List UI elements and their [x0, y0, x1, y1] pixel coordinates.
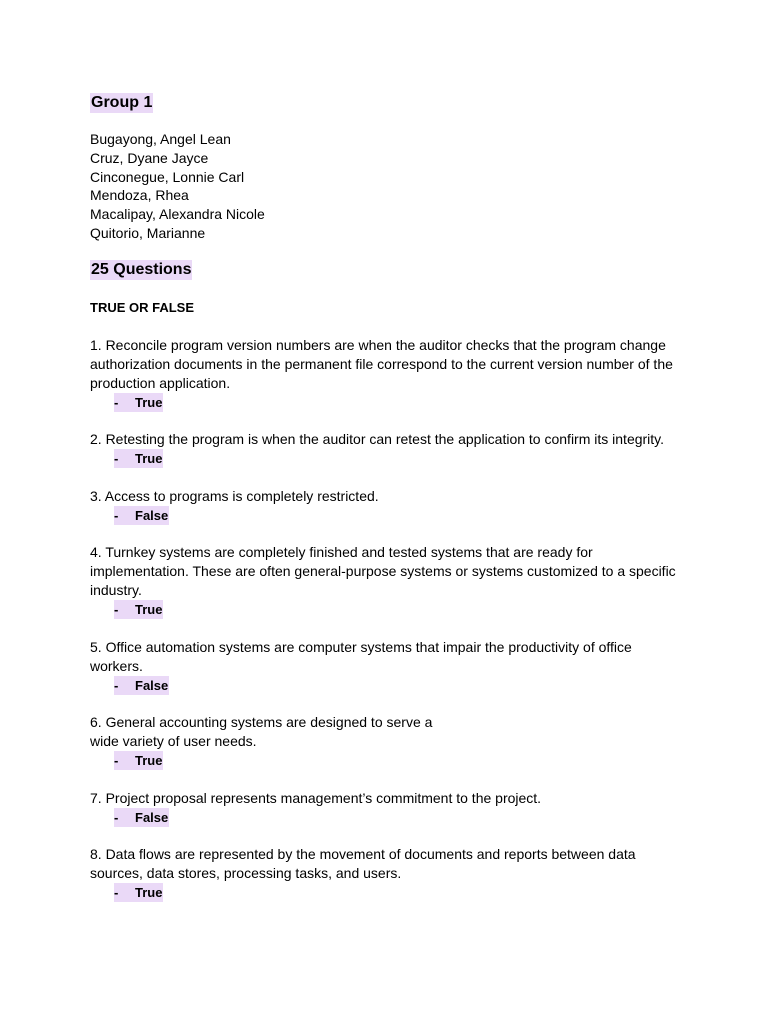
question-item	[90, 638, 690, 695]
answer-value: False	[135, 677, 169, 693]
answer-value: True	[135, 451, 163, 467]
answer-value: False	[135, 809, 169, 825]
answer-bullet: -	[114, 753, 119, 769]
question-text-line: authorization documents in the permanent file correspond to the current version number of the	[90, 355, 673, 372]
answer-value: True	[135, 753, 163, 769]
answer-highlight	[114, 449, 163, 468]
answer-bullet: -	[114, 885, 119, 901]
question-text-line: 5. Office automation systems are computer systems that impair the productivity of office	[90, 638, 632, 655]
answer-highlight	[114, 600, 163, 619]
answer-highlight	[114, 676, 169, 695]
answer-highlight	[114, 751, 163, 770]
answer-bullet: -	[114, 677, 119, 693]
answer-value: True	[135, 602, 163, 618]
question-item	[90, 789, 690, 827]
question-text-line: workers.	[90, 657, 143, 674]
question-text-line: wide variety of user needs.	[90, 733, 257, 750]
question-item	[90, 543, 690, 619]
question-text-line: 1. Reconcile program version numbers are when the auditor checks that the program change	[90, 336, 666, 353]
answer-value: True	[135, 394, 163, 410]
section-title: TRUE OR FALSE	[90, 299, 195, 315]
question-item	[90, 713, 690, 770]
answer	[114, 883, 690, 902]
question-text-line: implementation. These are often general-purpose systems or systems customized to a specific	[90, 563, 676, 580]
question-item	[90, 336, 690, 412]
answer-highlight	[114, 808, 169, 827]
answer	[114, 393, 690, 412]
question-item	[90, 845, 690, 902]
answer-bullet: -	[114, 507, 119, 523]
question-text-line: 6. General accounting systems are designed to serve a	[90, 714, 433, 731]
answer	[114, 751, 690, 770]
document-page	[90, 0, 690, 921]
answer-value: False	[135, 507, 169, 523]
member-name: Cruz, Dyane Jayce	[90, 149, 209, 166]
answer-highlight	[114, 393, 163, 412]
question-text-line: production application.	[90, 374, 231, 391]
answer-bullet: -	[114, 451, 119, 467]
question-list	[90, 336, 690, 903]
answer	[114, 808, 690, 827]
member-name: Macalipay, Alexandra Nicole	[90, 206, 265, 223]
member-name: Cinconegue, Lonnie Carl	[90, 168, 245, 185]
question-item	[90, 487, 690, 525]
question-item	[90, 430, 690, 468]
member-name: Mendoza, Rhea	[90, 187, 189, 204]
question-text-line: 2. Retesting the program is when the auditor can retest the application to confirm its integrity.	[90, 431, 665, 448]
member-list	[90, 130, 690, 243]
member-name: Quitorio, Marianne	[90, 224, 206, 241]
question-text-line: industry.	[90, 582, 142, 599]
answer-bullet: -	[114, 394, 119, 410]
answer-highlight	[114, 506, 169, 525]
question-text-line: 4. Turnkey systems are completely finished and tested systems that are ready for	[90, 544, 593, 561]
questions-title: 25 Questions	[91, 260, 192, 278]
answer	[114, 449, 690, 468]
question-text-line: 7. Project proposal represents management’s commitment to the project.	[90, 789, 542, 806]
answer	[114, 506, 690, 525]
question-text-line: 3. Access to programs is completely restricted.	[90, 487, 379, 504]
group-title: Group 1	[91, 94, 153, 111]
answer	[114, 600, 690, 619]
member-name: Bugayong, Angel Lean	[90, 131, 231, 147]
answer-highlight	[114, 883, 163, 902]
answer-value: True	[135, 885, 163, 901]
question-text-line: sources, data stores, processing tasks, and users.	[90, 865, 402, 882]
answer-bullet: -	[114, 809, 119, 825]
answer	[114, 676, 690, 695]
answer-bullet: -	[114, 602, 119, 618]
question-text-line: 8. Data flows are represented by the movement of documents and reports between data	[90, 846, 636, 863]
